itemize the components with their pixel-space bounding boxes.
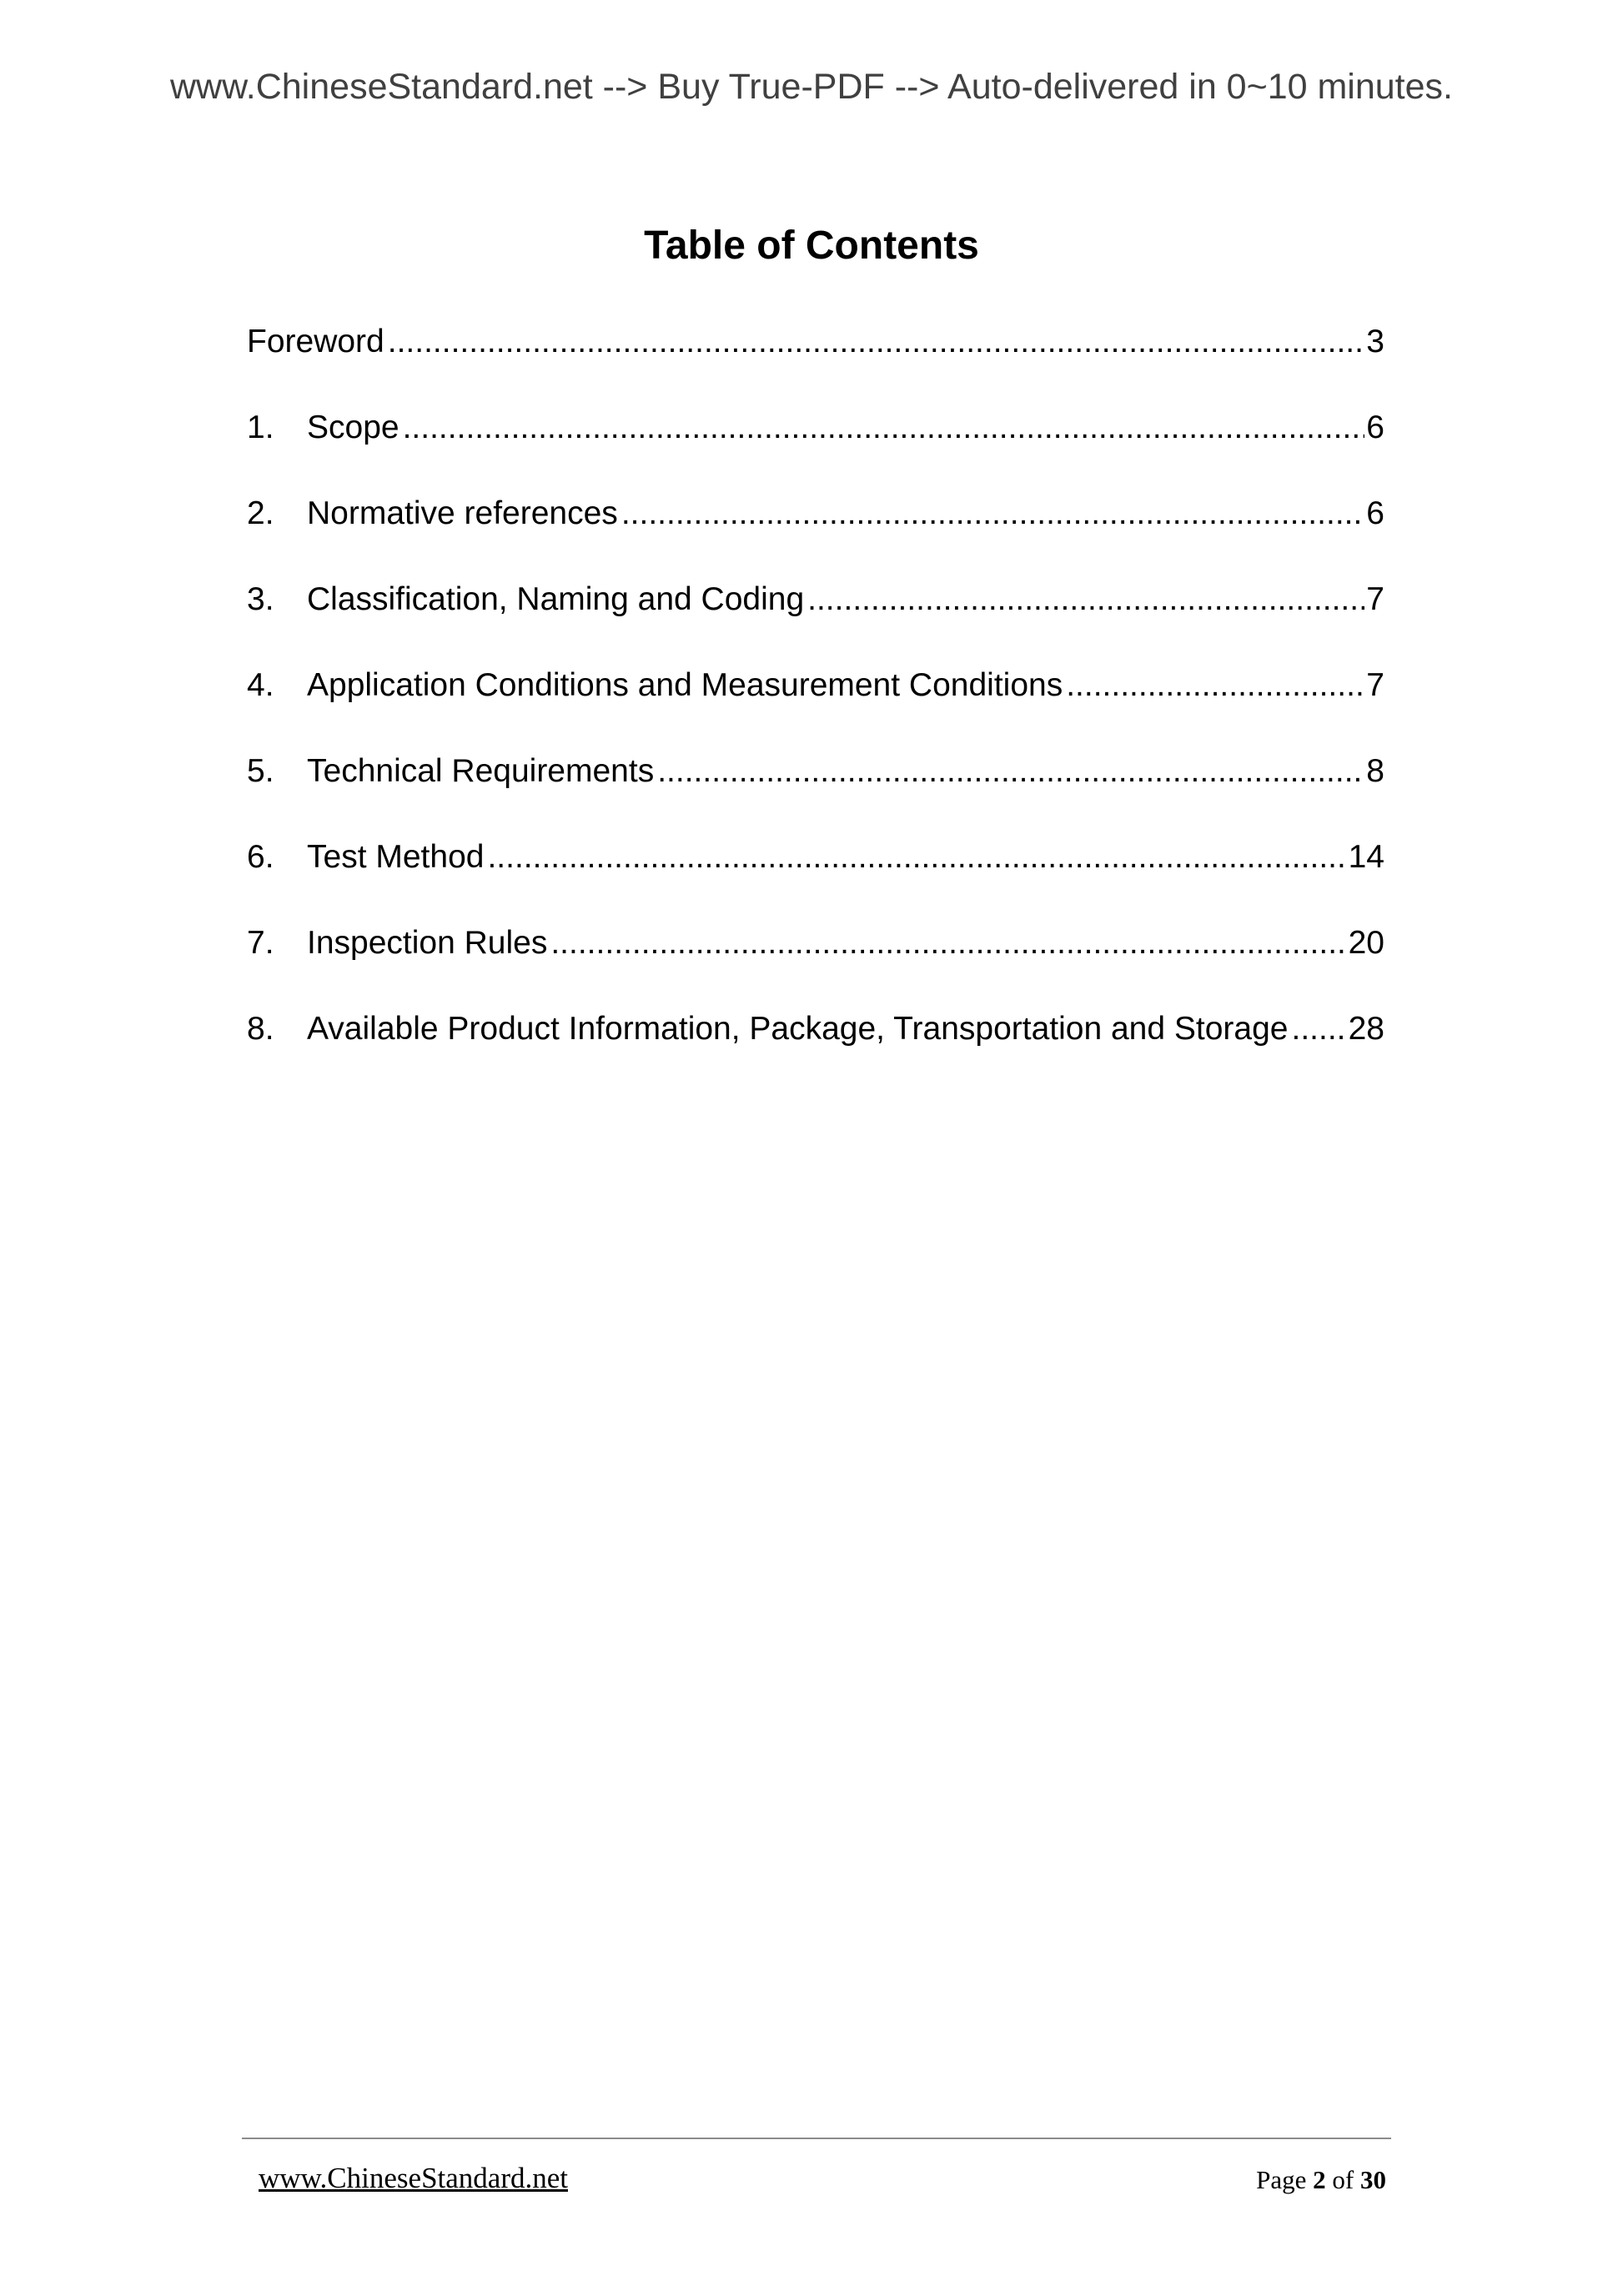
toc-dot-leader (807, 575, 1364, 625)
page-title: Table of Contents (644, 224, 979, 268)
toc-entry-number: 2. (247, 495, 274, 531)
toc-entry-page: 3 (1366, 324, 1384, 359)
toc-entry-scope[interactable] (247, 403, 1384, 453)
table-of-contents (247, 317, 1384, 1090)
toc-entry-text: Test Method (307, 839, 485, 875)
toc-entry-technical-requirements[interactable] (247, 746, 1384, 796)
toc-dot-leader (388, 317, 1365, 367)
toc-entry-page: 28 (1348, 1011, 1384, 1047)
toc-entry-text: Foreword (247, 324, 384, 359)
toc-entry-text: Inspection Rules (307, 925, 548, 961)
toc-dot-leader (550, 918, 1346, 968)
toc-entry-number: 1. (247, 409, 274, 445)
toc-dot-leader (621, 489, 1364, 539)
toc-entry-text: Available Product Information, Package, Transportation and Storage (307, 1011, 1289, 1047)
toc-entry-page: 20 (1348, 925, 1384, 961)
toc-entry-application-conditions[interactable] (247, 661, 1384, 711)
toc-entry-text: Scope (307, 409, 399, 445)
total-pages-number: 30 (1360, 2165, 1386, 2194)
toc-entry-text: Classification, Naming and Coding (307, 581, 805, 617)
toc-dot-leader (487, 832, 1346, 882)
toc-entry-page: 8 (1366, 753, 1384, 789)
toc-entry-page: 14 (1348, 839, 1384, 875)
toc-dot-leader (403, 403, 1365, 453)
toc-entry-text: Normative references (307, 495, 618, 531)
top-banner-link[interactable]: www.ChineseStandard.net --> Buy True-PDF --> Auto-delivered in 0~10 minutes. (169, 67, 1453, 107)
toc-entry-number: 3. (247, 581, 274, 617)
toc-entry-number: 5. (247, 753, 274, 789)
toc-entry-text: Technical Requirements (307, 753, 655, 789)
toc-entry-number: 4. (247, 667, 274, 703)
toc-dot-leader (1292, 1004, 1347, 1054)
toc-entry-text: Application Conditions and Measurement Conditions (307, 667, 1063, 703)
page-number (1256, 2162, 1386, 2198)
current-page-number: 2 (1313, 2165, 1326, 2194)
toc-entry-product-information[interactable] (247, 1004, 1384, 1054)
toc-entry-number: 6. (247, 839, 274, 875)
toc-entry-number: 7. (247, 925, 274, 961)
toc-dot-leader (1066, 661, 1364, 711)
toc-entry-normative-references[interactable] (247, 489, 1384, 539)
of-label: of (1332, 2165, 1354, 2194)
toc-entry-page: 7 (1366, 581, 1384, 617)
toc-entry-classification[interactable] (247, 575, 1384, 625)
toc-entry-number: 8. (247, 1011, 274, 1047)
footer-divider (242, 2138, 1391, 2139)
toc-entry-page: 7 (1366, 667, 1384, 703)
page-label: Page (1256, 2165, 1307, 2194)
toc-entry-foreword[interactable] (247, 317, 1384, 367)
toc-entry-inspection-rules[interactable] (247, 918, 1384, 968)
footer-site-link[interactable]: www.ChineseStandard.net (259, 2162, 568, 2194)
toc-entry-test-method[interactable] (247, 832, 1384, 882)
toc-entry-page: 6 (1366, 409, 1384, 445)
toc-entry-page: 6 (1366, 495, 1384, 531)
toc-dot-leader (657, 746, 1364, 796)
